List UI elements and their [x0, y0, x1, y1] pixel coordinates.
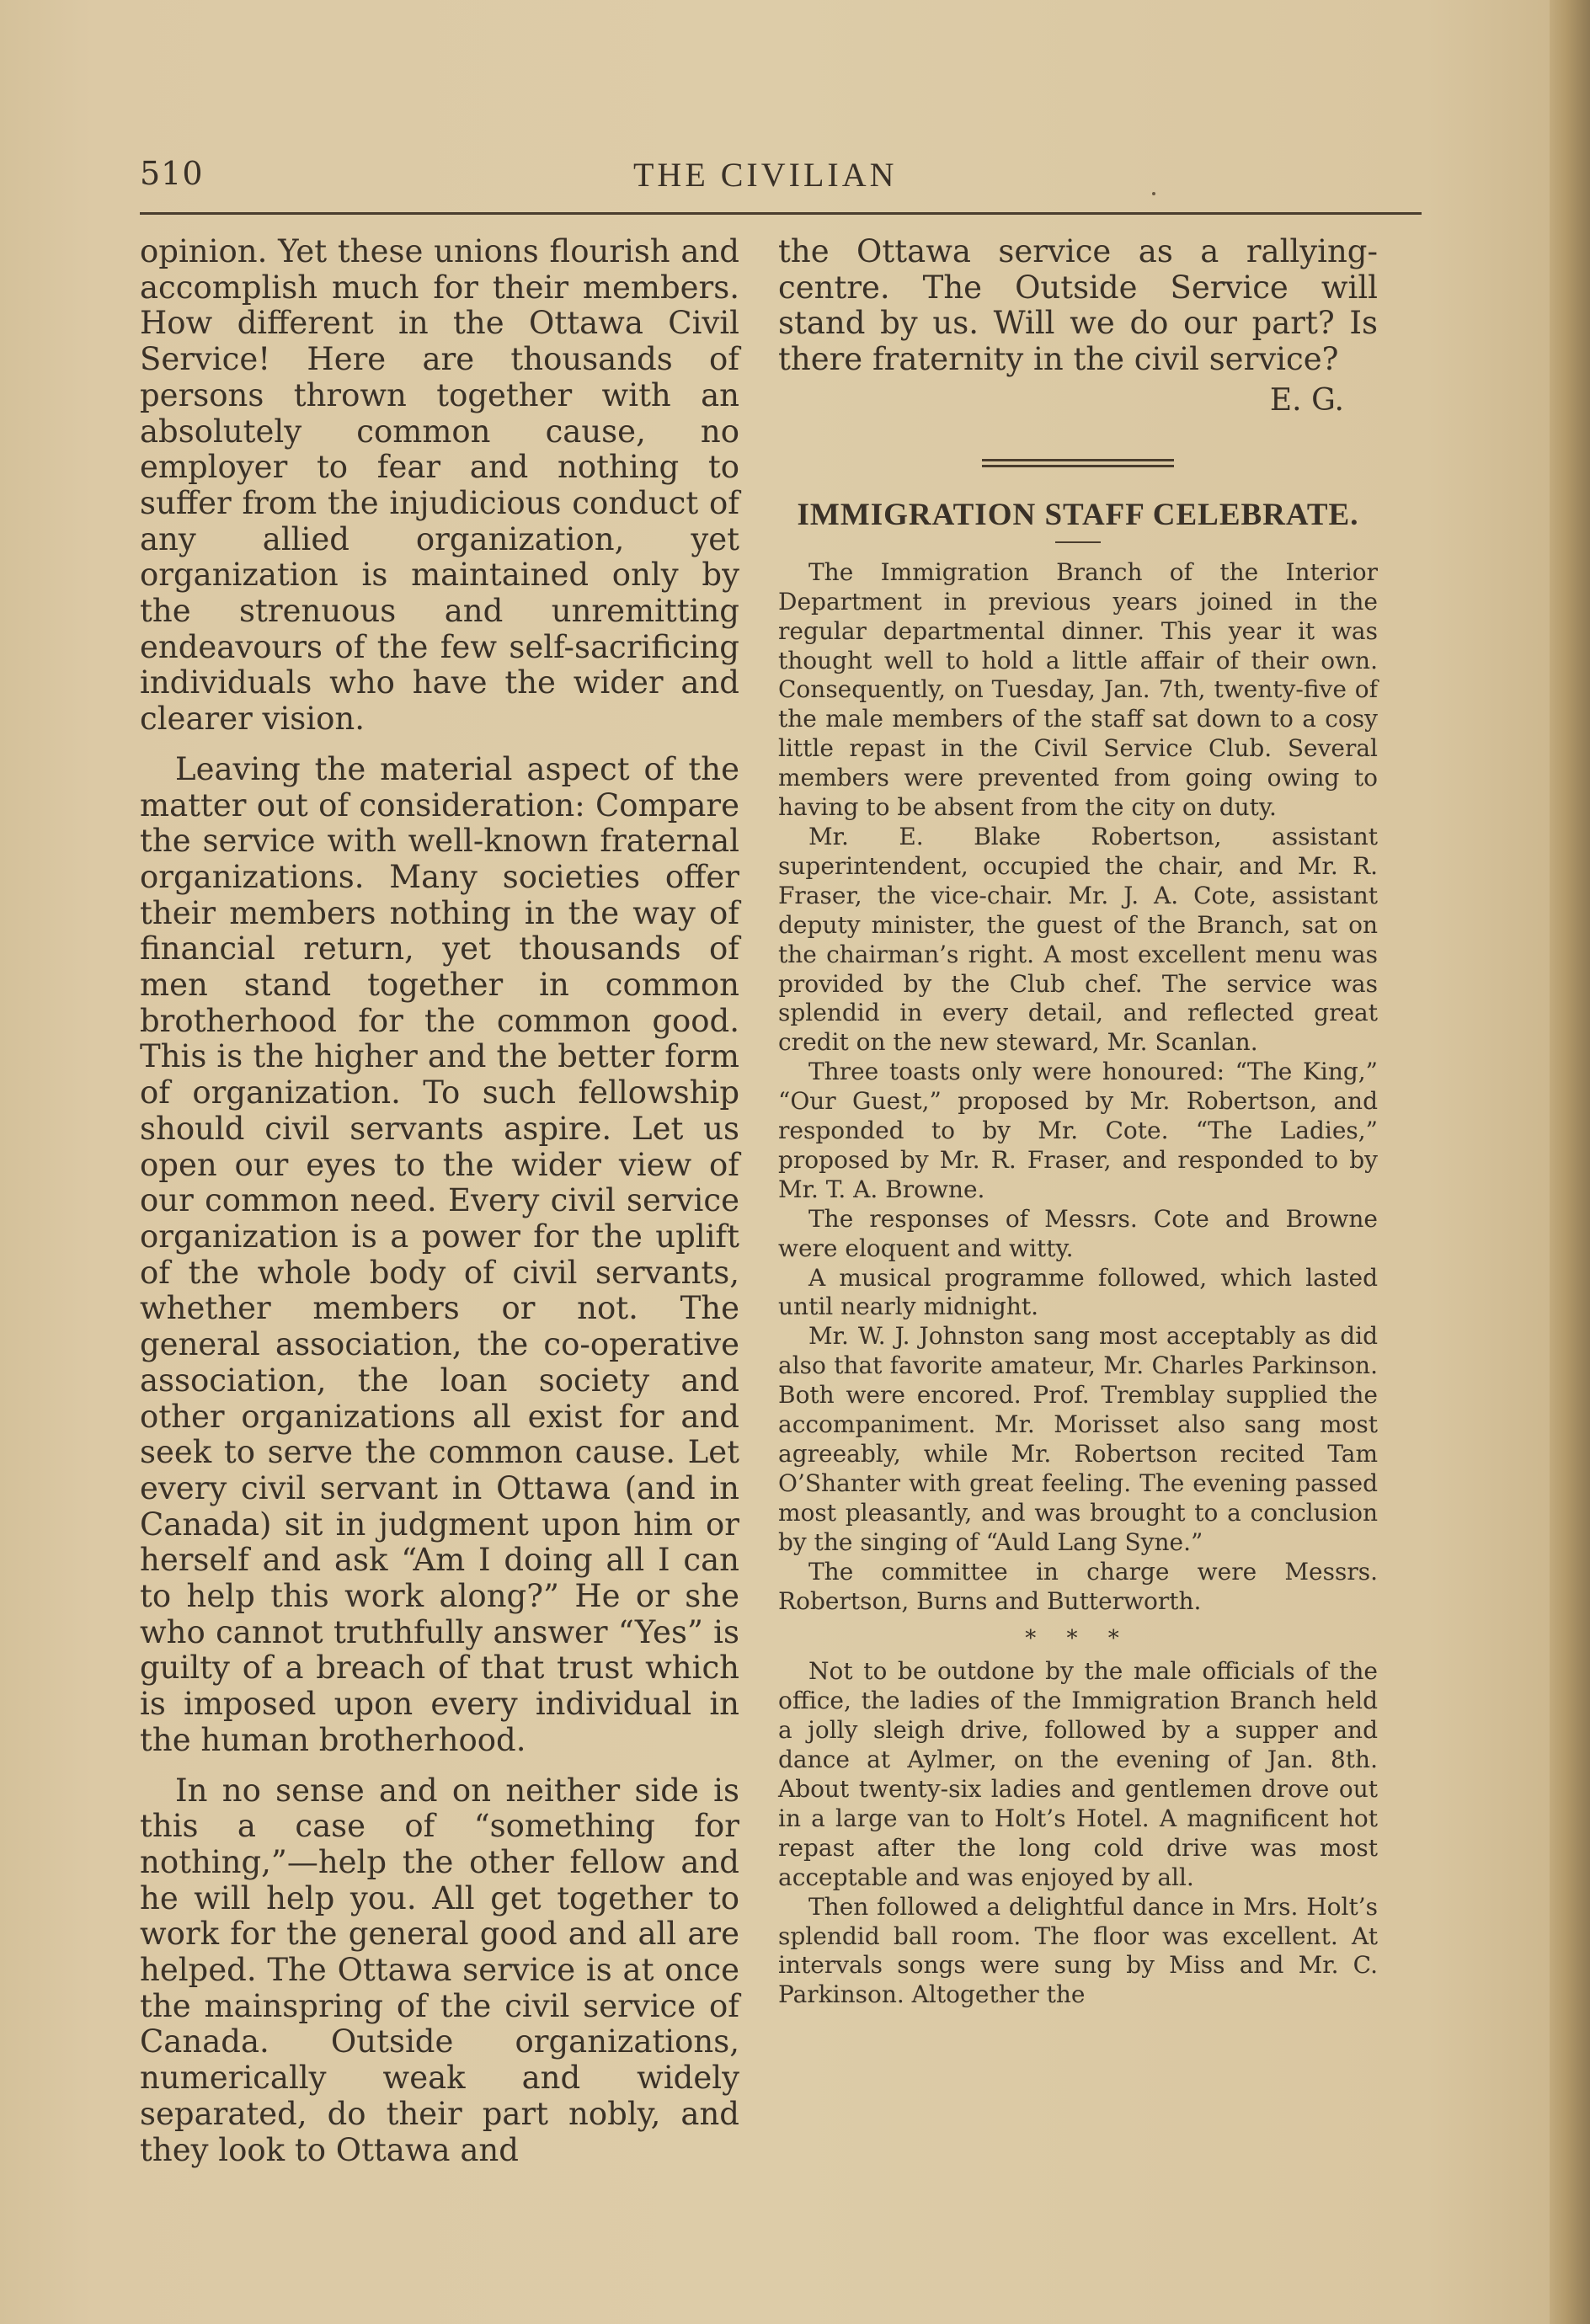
left-column [140, 234, 739, 2183]
section-double-rule [982, 459, 1174, 467]
page-edge-shadow [1550, 0, 1590, 2324]
publication-title: THE CIVILIAN [633, 156, 898, 194]
article-paragraph-7: The committee in charge were Messrs. Robertson, Burns and Butterworth. [778, 1557, 1378, 1615]
left-paragraph-1: opinion. Yet these unions flourish and accomplish much for their members. How different in the Ottawa Civil Service! Here are thousands of persons thrown together with an absolutely common cause, no employer to fear and nothing to suffer from the injudicious conduct of any allied organization, yet organization is maintained only by the strenuous and unremitting endeavours of the few self-sacrificing individuals who have the wider and clearer vision. [140, 233, 739, 738]
article-paragraph-8: Not to be outdone by the male officials of the office, the ladies of the Immigration Branch held a jolly sleigh drive, followed by a supper and dance at Aylmer, on the evening of Jan. 8th. About twenty-six ladies and gentlemen drove out in a large van to Holt’s Hotel. A magnificent hot repast after the long cold drive was most acceptable and was enjoyed by all. [778, 1657, 1378, 1891]
left-paragraph-2: Leaving the material aspect of the matter out of consideration: Compare the service with well-known fraternal organizations. Many societies offer their members nothing in the way of financial return, yet thousands of men stand together in common brotherhood for the common good. This is the higher and the better form of organization. To such fellowship should civil servants aspire. Let us open our eyes to the wider view of our common need. Every civil service organization is a power for the uplift of the whole body of civil servants, whether members or not. The general association, the co-operative association, the loan society and other organizations all exist for and seek to serve the common cause. Let every civil servant in Ottawa (and in Canada) sit in judgment upon him or herself and ask “Am I doing all I can to help this work along?” He or she who cannot truthfully answer “Yes” is guilty of a breach of that trust which is imposed upon every individual in the human brotherhood. [140, 750, 739, 1758]
header-rule [140, 212, 1422, 215]
speck [1152, 192, 1155, 195]
section-separator: * * * [1025, 1626, 1131, 1652]
article-paragraph-9: Then followed a delightful dance in Mrs. Holt’s splendid ball room. The floor was excellent. At intervals songs were sung by Miss and Mr. C. Parkinson. Altogether the [778, 1892, 1378, 2009]
article-paragraph-6: Mr. W. J. Johnston sang most acceptably as did also that favorite amateur, Mr. Charles Parkinson. Both were encored. Prof. Tremblay supplied the accompaniment. Mr. Morisset also sang most agreeably, while Mr. Robertson recited Tam O’Shanter with great feeling. The evening passed most pleasantly, and was brought to a conclusion by the singing of “Auld Lang Syne.” [778, 1322, 1378, 1556]
right-intro-paragraph: the Ottawa service as a rallying-centre. The Outside Service will stand by us. Will we do our part? Is there fraternity in the civil service? [778, 233, 1378, 378]
page-number: 510 [140, 155, 204, 192]
author-signature: E. G. [1269, 382, 1344, 418]
article-headline: IMMIGRATION STAFF CELEBRATE. [797, 497, 1359, 532]
article-paragraph-5: A musical programme followed, which lasted until nearly midnight. [778, 1263, 1378, 1321]
article-paragraph-4: The responses of Messrs. Cote and Browne were eloquent and witty. [778, 1204, 1378, 1262]
article-paragraph-2: Mr. E. Blake Robertson, assistant superintendent, occupied the chair, and Mr. R. Fraser, the vice-chair. Mr. J. A. Cote, assistant deputy minister, the guest of the Branch, sat on the chairman’s right. A most excellent menu was provided by the Club chef. The service was splendid in every detail, and reflected great credit on the new steward, Mr. Scanlan. [778, 822, 1378, 1057]
headline-rule [1055, 541, 1101, 543]
article-paragraph-1: The Immigration Branch of the Interior Department in previous years joined in the regular departmental dinner. This year it was thought well to hold a little affair of their own. Consequently, on Tuesday, Jan. 7th, twenty-five of the male members of the staff sat down to a cosy little repast in the Civil Service Club. Several members were prevented from going owing to having to be absent from the city on duty. [778, 557, 1378, 822]
left-paragraph-3: In no sense and on neither side is this a case of “something for nothing,”—help the other fellow and he will help you. All get together to work for the general good and all are helped. The Ottawa service is at once the mainspring of the civil service of Canada. Outside organizations, numerically weak and widely separated, do their part nobly, and they look to Ottawa and [140, 1772, 739, 2168]
right-column [778, 234, 1378, 2010]
article-body [778, 558, 1378, 2010]
article-paragraph-3: Three toasts only were honoured: “The King,” “Our Guest,” proposed by Mr. Robertson, and responded to by Mr. Cote. “The Ladies,” proposed by Mr. R. Fraser, and responded to by Mr. T. A. Browne. [778, 1058, 1378, 1203]
